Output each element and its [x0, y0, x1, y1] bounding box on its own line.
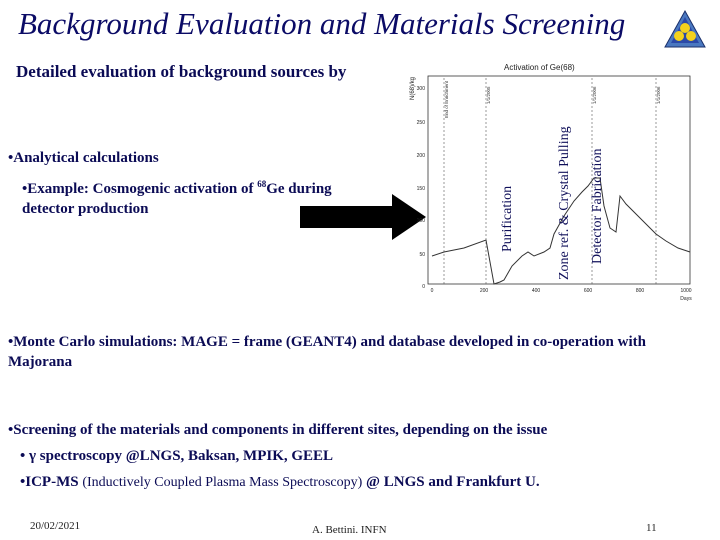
slide-title: Background Evaluation and Materials Screening: [18, 6, 626, 41]
screening-section: [8, 420, 547, 493]
ytick-150: 150: [416, 186, 425, 192]
bullet-icp-ms: [8, 472, 547, 493]
xtick-200: 200: [479, 288, 489, 294]
xtick-800: 800: [635, 288, 645, 294]
icp-prefix: •ICP-MS: [20, 474, 79, 490]
footer-page-number: 11: [646, 522, 657, 534]
xtick-600: 600: [583, 288, 593, 294]
label-purification: Purification: [500, 185, 515, 252]
subtitle: Detailed evaluation of background sources by: [16, 62, 347, 81]
bullet-screening: •Screening of the materials and components in different sites, depending on the issue: [8, 422, 548, 438]
label-detector-fabrication: Detector Fabrication: [590, 148, 605, 264]
annot-2005: 1/1/2005: [486, 86, 491, 104]
plot-title: Activation of Ge(68): [504, 63, 575, 72]
bullet-analytical: •Analytical calculations: [8, 150, 159, 166]
xtick-0: 0: [430, 288, 434, 294]
bullet-example-line1-end: Ge during: [266, 181, 332, 197]
annot-end-enrichment: End of Enrichment: [444, 80, 449, 118]
bullet-example-line2: detector production: [22, 201, 149, 217]
bullet-example-prefix: •Example: Cosmogenic activation of: [22, 181, 258, 197]
icp-suffix: @ LNGS and Frankfurt U.: [366, 474, 540, 490]
annot-2006b: 1/1/2006: [656, 86, 661, 104]
bullet-monte-carlo: •Monte Carlo simulations: MAGE = frame (GEANT4) and database developed in co-operation with Majorana: [8, 334, 646, 370]
xtick-400: 400: [531, 288, 541, 294]
annot-2006a: 1/1/2006: [592, 86, 597, 104]
ytick-200: 200: [416, 153, 425, 159]
ytick-250: 250: [416, 120, 425, 126]
institute-logo-icon: [664, 10, 706, 48]
label-zone-refining: Zone ref. & Crystal Pulling: [557, 126, 572, 280]
bullet-gamma: • γ spectroscopy @LNGS, Baksan, MPIK, GEEL: [20, 448, 334, 464]
activation-plot: [404, 56, 704, 318]
ytick-300: 300: [416, 86, 425, 92]
footer-author: A. Bettini. INFN: [312, 524, 387, 536]
xtick-1000: 1000: [680, 288, 692, 294]
plot-ylabel: N(68)/kg: [410, 76, 416, 100]
icp-note: (Inductively Coupled Plasma Mass Spectroscopy): [82, 475, 363, 490]
bullet-example: [22, 174, 332, 219]
ytick-100: 100: [416, 218, 425, 224]
ytick-50: 50: [419, 252, 425, 258]
isotope-mass-number: 68: [257, 179, 267, 189]
footer-date: 20/02/2021: [30, 520, 81, 532]
ytick-0: 0: [422, 284, 425, 290]
plot-xlabel: Days: [680, 296, 692, 302]
